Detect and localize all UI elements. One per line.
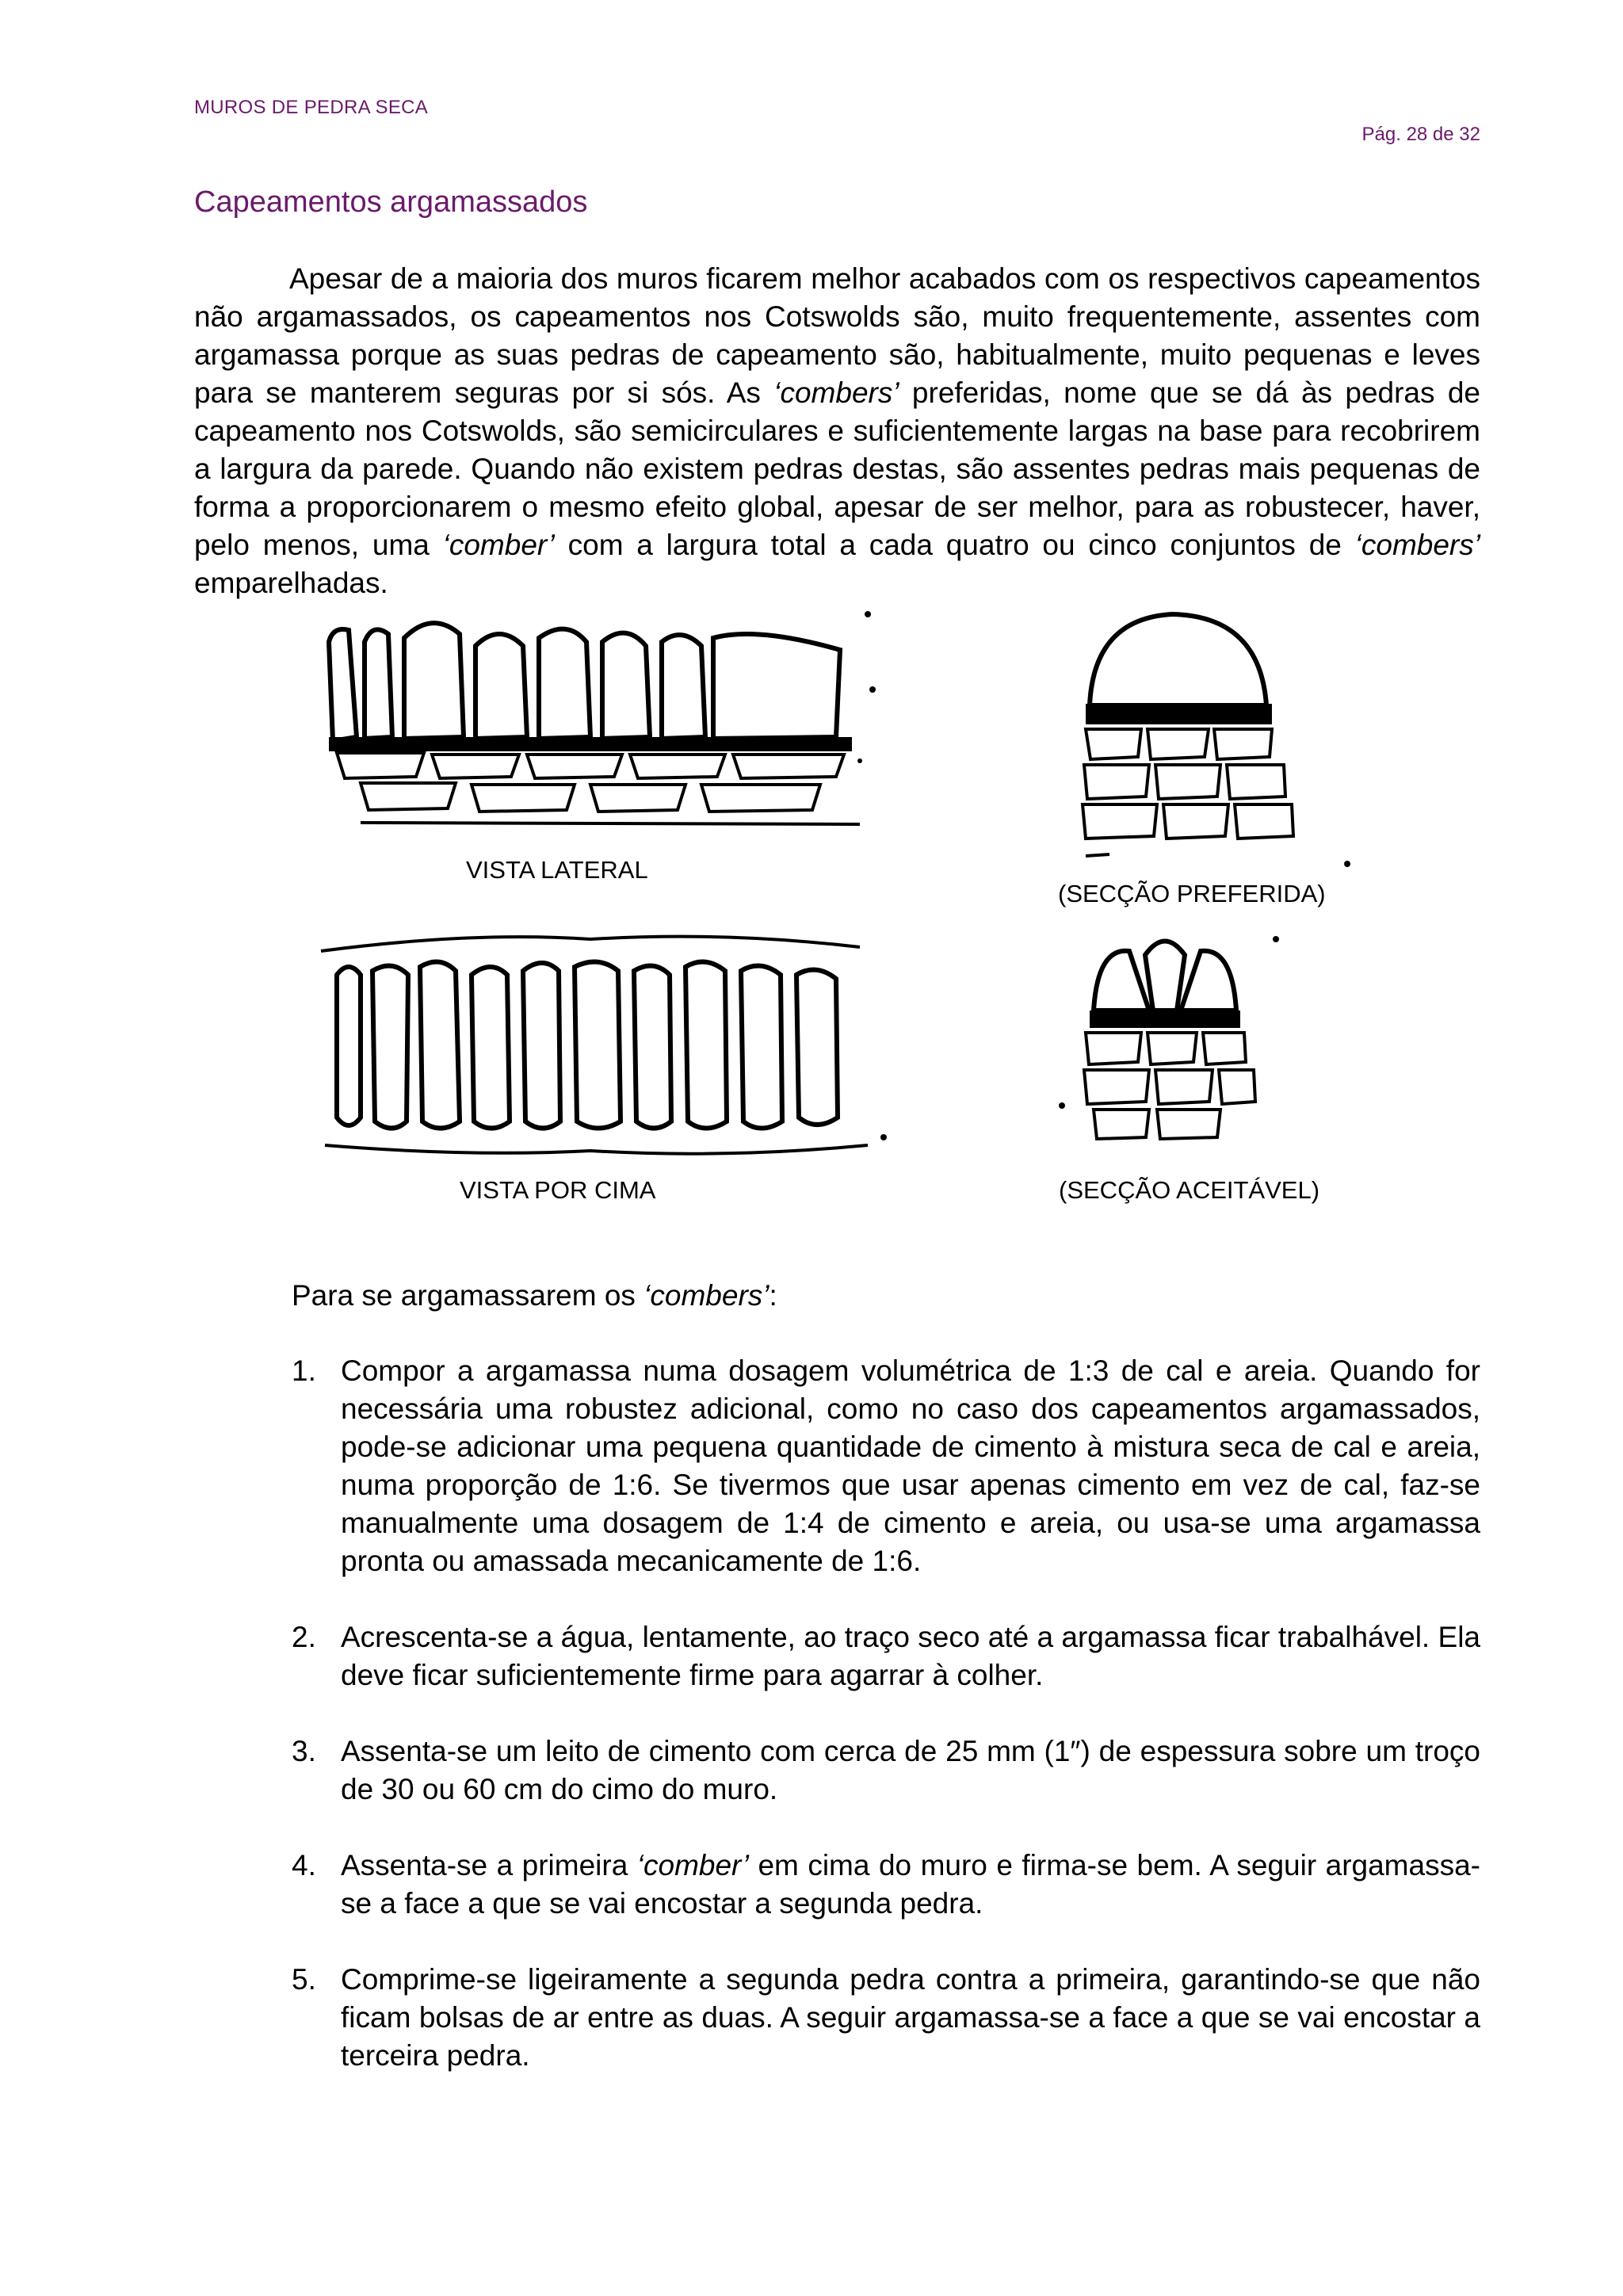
preferred-section-illustration: [1062, 602, 1363, 872]
top-view-illustration: [313, 927, 899, 1165]
list-item: 2. Acrescenta-se a água, lentamente, ao traço seco até a argamassa ficar trabalhável. Ela deve ficar suficientemente firme para agarrar à colher.: [292, 1621, 1480, 1691]
list-item: 3. Assenta-se um leito de cimento com cerca de 25 mm (1″) de espessura sobre um troço de 30 ou 60 cm do cimo do muro.: [292, 1735, 1480, 1805]
list-item: 1. Compor a argamassa numa dosagem volumétrica de 1:3 de cal e areia. Quando for necessária uma robustez adicional, como no caso dos capeamentos argamassados, pode-se adicionar uma pequena quantidade de cimento à mistura seca de cal e areia, numa proporção de 1:6. Se tivermos que usar apenas cimento em vez de cal, faz-se manualmente uma dosagem de 1:4 de cimento e areia, ou usa-se uma argamassa pronta ou amassada mecanicamente de 1:6.: [292, 1354, 1480, 1577]
list-intro: Para se argamassarem os ‘combers’:: [292, 1279, 777, 1312]
body-paragraph: Apesar de a maioria dos muros ficarem melhor acabados com os respectivos capeamentos não argamassados, os capeamentos nos Cotswolds são, muito frequentemente, assentes com argamassa porque as suas pedras de capeamento são, habitualmente, muito pequenas e leves para se manterem seguras por si sós. As ‘combers’ preferidas, nome que se dá às pedras de capeamento nos Cotswolds, são semicirculares e suficientemente largas na base para recobrirem a largura da parede. Quando não existem pedras destas, são assentes pedras mais pequenas de forma a proporcionarem o mesmo efeito global, apesar de ser melhor, para as robustecer, haver, pelo menos, uma ‘comber’ com a largura total a cada quatro ou cinco conjuntos de ‘combers’ emparelhadas.: [194, 262, 1481, 599]
page-number: Pág. 28 de 32: [1361, 124, 1480, 145]
list-item: 5. Comprime-se ligeiramente a segunda pedra contra a primeira, garantindo-se que não ficam bolsas de ar entre as duas. A seguir argamassa-se a face a que se vai encostar a terceira pedra.: [292, 1963, 1480, 2072]
running-header: MUROS DE PEDRA SECA: [194, 97, 429, 118]
acceptable-section-illustration: [1046, 915, 1347, 1161]
caption-side-view: VISTA LATERAL: [466, 856, 648, 884]
section-title: Capeamentos argamassados: [194, 185, 588, 219]
caption-preferred-section: (SECÇÃO PREFERIDA): [1058, 880, 1326, 907]
caption-top-view: VISTA POR CIMA: [460, 1176, 656, 1204]
steps-list: [292, 1352, 1480, 2113]
list-item: 4. Assenta-se a primeira ‘comber’ em cima do muro e firma-se bem. A seguir argamassa-se a face a que se vai encostar a segunda pedra.: [292, 1849, 1480, 1920]
caption-acceptable-section: (SECÇÃO ACEITÁVEL): [1059, 1176, 1320, 1204]
side-view-illustration: [313, 610, 884, 840]
